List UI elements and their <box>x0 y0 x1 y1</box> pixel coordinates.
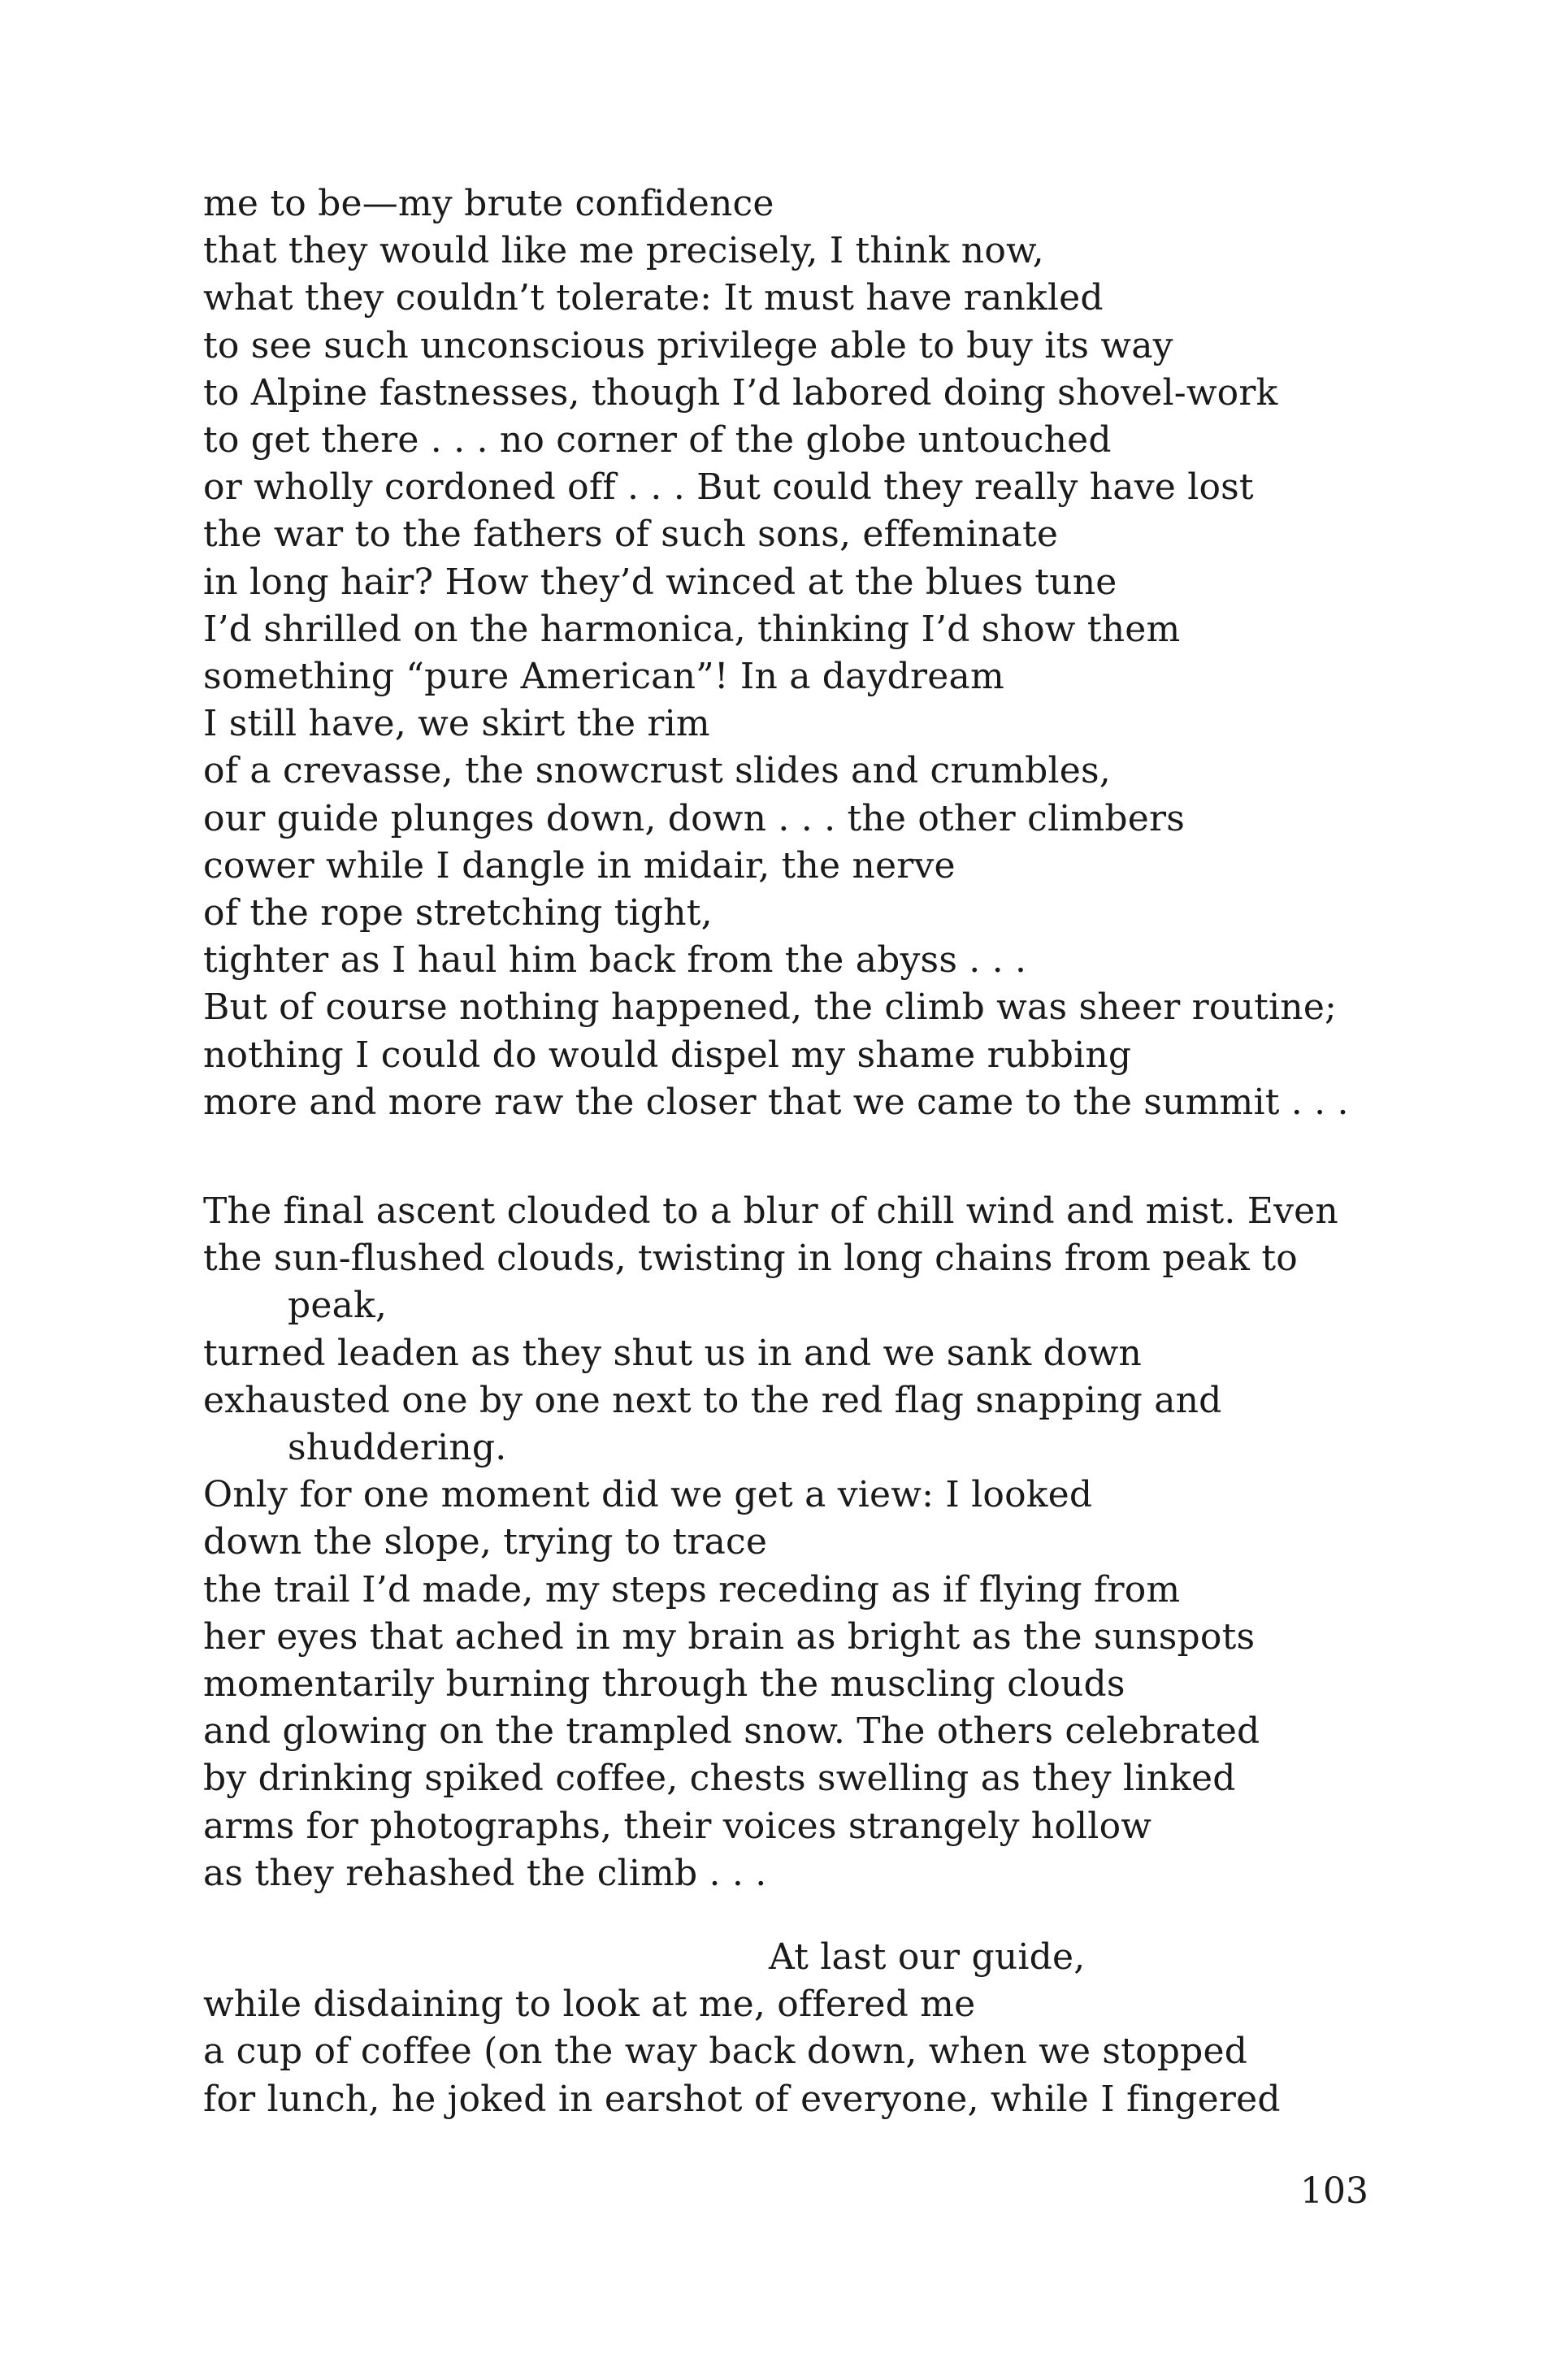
poem-line: arms for photographs, their voices strangely hollow <box>203 1805 1152 1847</box>
poem-line: her eyes that ached in my brain as bright as the sunspots <box>203 1615 1256 1658</box>
poem-line: the sun-flushed clouds, twisting in long chains from peak to <box>203 1238 1298 1280</box>
poem-line: down the slope, trying to trace <box>203 1521 768 1563</box>
poem-line: while disdaining to look at me, offered me <box>203 1983 976 2026</box>
poem-line: turned leaden as they shut us in and we sank down <box>203 1332 1143 1374</box>
poem-line: tighter as I haul him back from the abyss . . . <box>203 939 1027 982</box>
poem-line: But of course nothing happened, the climb was sheer routine; <box>203 986 1338 1029</box>
poem-line: me to be—my brute confidence <box>203 183 774 224</box>
poem-line: of a crevasse, the snowcrust slides and crumbles, <box>203 750 1111 792</box>
poem-line: in long hair? How they’d winced at the blues tune <box>203 561 1117 603</box>
poem-line: to see such unconscious privilege able to buy its way <box>203 324 1173 366</box>
poem-line-continuation: peak, <box>288 1285 388 1327</box>
poem-stanza-3 <box>203 1934 1281 2123</box>
poem-line: by drinking spiked coffee, chests swelling as they linked <box>203 1758 1236 1800</box>
poem-line: of the rope stretching tight, <box>203 892 713 934</box>
poem-line: nothing I could do would dispel my shame rubbing <box>203 1034 1132 1076</box>
poem-line: or wholly cordoned off . . . But could they really have lost <box>203 466 1254 509</box>
poem-line: the war to the fathers of such sons, effeminate <box>203 514 1059 556</box>
poem-line: to Alpine fastnesses, though I’d labored doing shovel-work <box>203 371 1278 414</box>
poem-line: momentarily burning through the muscling clouds <box>203 1663 1125 1706</box>
poem-stanza-1 <box>203 180 1349 1126</box>
poem-line: our guide plunges down, down . . . the other climbers <box>203 797 1186 839</box>
poem-line: I still have, we skirt the rim <box>203 703 710 745</box>
poem-line: to get there . . . no corner of the globe untouched <box>203 419 1112 462</box>
poem-line: The final ascent clouded to a blur of chill wind and mist. Even <box>203 1190 1338 1232</box>
poem-line: exhausted one by one next to the red flag snapping and <box>203 1379 1222 1421</box>
poem-line: I’d shrilled on the harmonica, thinking I’d show them <box>203 608 1181 650</box>
poem-line: more and more raw the closer that we came to the summit . . . <box>203 1081 1349 1123</box>
poem-stanza-2 <box>203 1188 1338 1897</box>
poem-line: that they would like me precisely, I think now, <box>203 230 1044 272</box>
poem-line: what they couldn’t tolerate: It must have rankled <box>203 277 1104 319</box>
poem-line: cower while I dangle in midair, the nerve <box>203 844 956 887</box>
page-number: 103 <box>1300 2170 1368 2212</box>
poem-line: the trail I’d made, my steps receding as if flying from <box>203 1568 1181 1611</box>
poem-line: a cup of coffee (on the way back down, when we stopped <box>203 2031 1248 2073</box>
poem-line: something “pure American”! In a daydream <box>203 656 1004 698</box>
poem-line-dropped: At last our guide, <box>769 1936 1086 1978</box>
poem-line: for lunch, he joked in earshot of everyone, while I fingered <box>203 2078 1281 2120</box>
poem-line-continuation: shuddering. <box>288 1427 507 1469</box>
poem-line: Only for one moment did we get a view: I looked <box>203 1474 1093 1516</box>
poem-line: as they rehashed the climb . . . <box>203 1852 767 1894</box>
poem-line: and glowing on the trampled snow. The others celebrated <box>203 1710 1260 1753</box>
